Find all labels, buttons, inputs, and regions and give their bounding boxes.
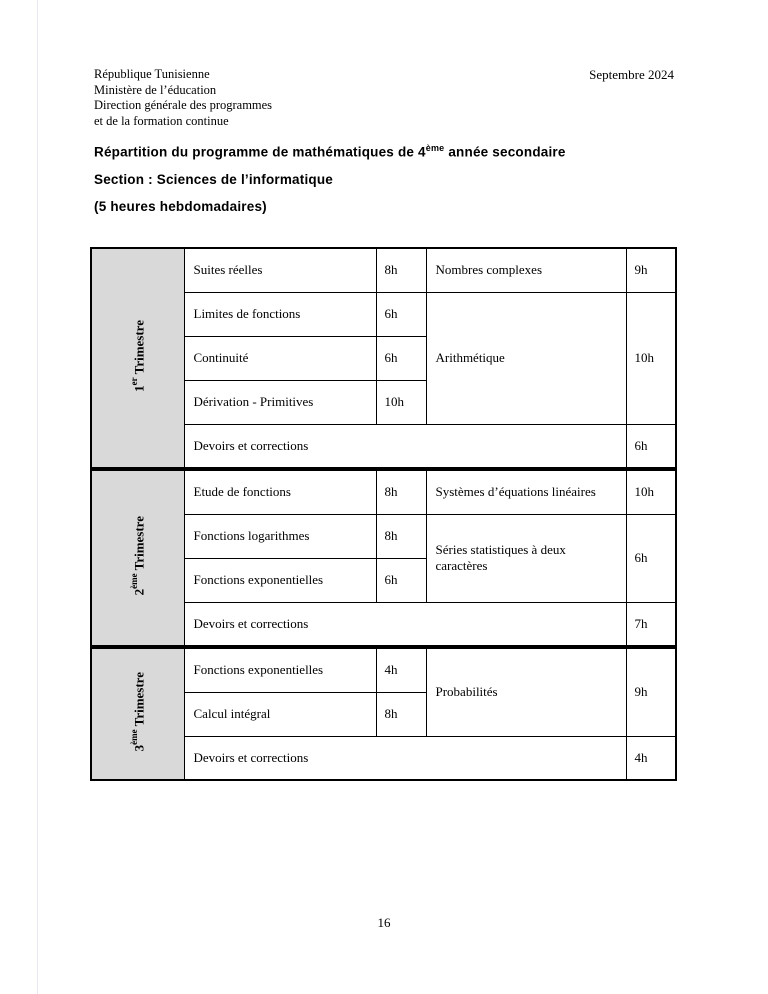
topic-cell: Séries statistiques à deux caractères: [426, 514, 626, 602]
table-row: [91, 470, 676, 514]
trimester-1-table: [90, 247, 677, 469]
hours-cell: 7h: [626, 602, 676, 646]
trimester-1-label-cell: [91, 248, 184, 468]
trimester-word: Trimestre: [130, 672, 146, 730]
org-line-2: Ministère de l’éducation: [94, 82, 217, 97]
topic-cell: Probabilités: [426, 648, 626, 736]
trimester-3-label-cell: [91, 648, 184, 780]
trimester-2-label: [129, 516, 147, 595]
topic-cell: Fonctions logarithmes: [184, 514, 376, 558]
topic-cell: Suites réelles: [184, 248, 376, 292]
page-number: 16: [377, 915, 391, 930]
page-header: [94, 67, 674, 129]
trimester-2-table: [90, 469, 677, 647]
org-line-3: Direction générale des programmes: [94, 98, 273, 112]
hours-cell: 8h: [376, 470, 426, 514]
table-row: [91, 248, 676, 292]
hours-cell: 8h: [376, 514, 426, 558]
topic-cell: Etude de fonctions: [184, 470, 376, 514]
trimester-1-label: [129, 320, 147, 392]
trimester-ordinal-suffix: ème: [128, 729, 139, 746]
trimester-2-label-cell: [91, 470, 184, 646]
hours-cell: 6h: [626, 514, 676, 602]
trimester-word: Trimestre: [130, 320, 146, 378]
trimester-number: 1: [130, 385, 146, 392]
hours-cell: 6h: [376, 292, 426, 336]
organization-block: [94, 67, 272, 129]
trimester-3-table: [90, 647, 677, 781]
hours-cell: 9h: [626, 648, 676, 736]
hours-cell: 10h: [626, 292, 676, 424]
topic-cell: Systèmes d’équations linéaires: [426, 470, 626, 514]
trimester-number: 3: [130, 745, 146, 752]
topic-cell: Dérivation - Primitives: [184, 380, 376, 424]
trimester-word: Trimestre: [130, 516, 146, 574]
org-line-1: République Tunisienne: [94, 67, 210, 81]
topic-cell: Fonctions exponentielles: [184, 648, 376, 692]
hours-cell: 4h: [376, 648, 426, 692]
title-superscript: ème: [425, 143, 445, 153]
page-margin-line: [37, 0, 38, 994]
hours-cell: 8h: [376, 692, 426, 736]
topic-cell: Continuité: [184, 336, 376, 380]
hours-cell: 6h: [376, 558, 426, 602]
section-subtitle: Section : Sciences de l’informatique: [94, 171, 334, 187]
hours-cell: 10h: [376, 380, 426, 424]
topic-cell: Calcul intégral: [184, 692, 376, 736]
hours-cell: 4h: [626, 736, 676, 780]
curriculum-table: [90, 247, 675, 781]
hours-cell: 10h: [626, 470, 676, 514]
trimester-3-label: [129, 672, 147, 751]
trimester-ordinal-suffix: er: [128, 377, 139, 386]
table-row: [91, 648, 676, 692]
document-title: [94, 140, 708, 161]
title-block: [94, 140, 708, 226]
devoirs-cell: Devoirs et corrections: [184, 736, 626, 780]
topic-cell: Fonctions exponentielles: [184, 558, 376, 602]
hours-cell: 6h: [376, 336, 426, 380]
hours-cell: 6h: [626, 424, 676, 468]
trimester-number: 2: [130, 589, 146, 596]
topic-cell: Limites de fonctions: [184, 292, 376, 336]
hours-cell: 8h: [376, 248, 426, 292]
hours-cell: 9h: [626, 248, 676, 292]
weekly-hours-subtitle: (5 heures hebdomadaires): [94, 198, 267, 214]
topic-cell: Arithmétique: [426, 292, 626, 424]
document-date: Septembre 2024: [589, 67, 674, 82]
title-text-pre: Répartition du programme de mathématiques de 4: [94, 144, 426, 160]
devoirs-cell: Devoirs et corrections: [184, 602, 626, 646]
trimester-ordinal-suffix: ème: [128, 573, 139, 590]
title-text-post: année secondaire: [444, 144, 566, 160]
devoirs-cell: Devoirs et corrections: [184, 424, 626, 468]
org-line-4: et de la formation continue: [94, 113, 229, 128]
topic-cell: Nombres complexes: [426, 248, 626, 292]
